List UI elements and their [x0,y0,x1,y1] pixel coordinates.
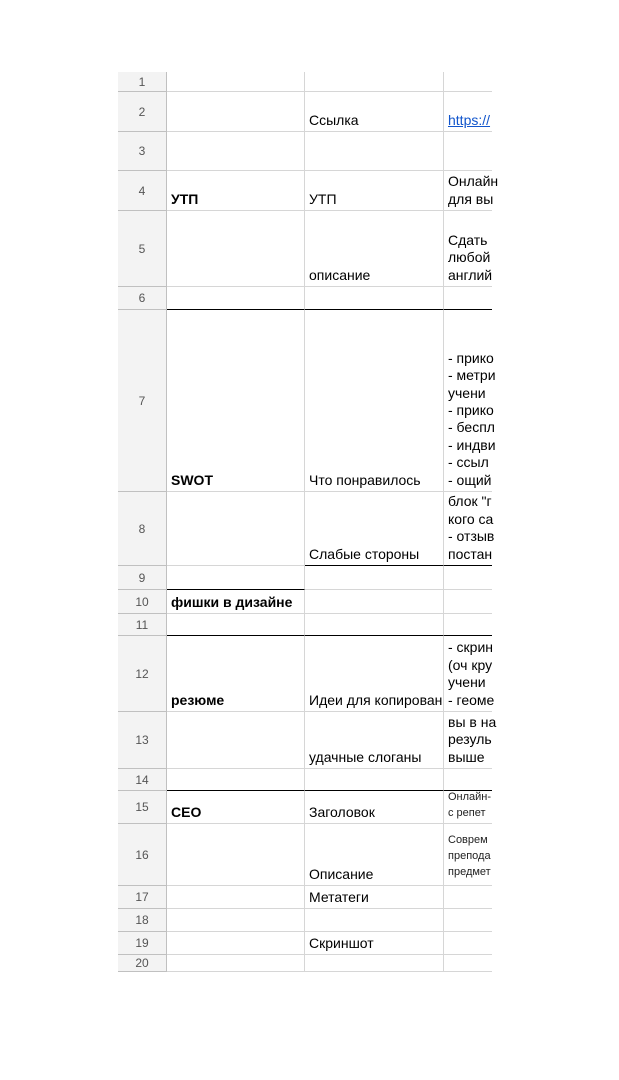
row-header[interactable]: 8 [118,492,167,566]
sheet-row [118,932,492,955]
cell-line: Сдать [448,231,488,248]
cell-b[interactable] [305,769,444,791]
section-label: резюме [171,692,225,708]
cell-b[interactable] [305,72,444,92]
cell-line: учени [448,384,486,401]
row-header[interactable]: 11 [118,614,167,636]
cell-a[interactable] [167,211,305,287]
cell-text: Метатеги [309,889,369,905]
cell-line: постан [448,545,493,562]
cell-a[interactable] [167,92,305,132]
row-header[interactable]: 9 [118,566,167,590]
cell-b[interactable] [305,132,444,171]
section-label: УТП [171,191,199,207]
cell-text: Скриншот [309,935,374,951]
cell-text: Идеи для копирован [309,692,443,708]
url-link[interactable]: https:// [448,112,491,128]
sheet-row [118,92,492,132]
cell-b[interactable] [305,310,444,492]
cell-a[interactable] [167,712,305,769]
cell-c[interactable] [444,955,492,972]
cell-a[interactable] [167,310,305,492]
cell-text: Ссылка [309,112,359,128]
cell-c[interactable] [444,769,492,791]
sheet-row [118,566,492,590]
cell-line: учени [448,674,486,691]
sheet-row [118,614,492,636]
cell-a[interactable] [167,171,305,211]
cell-line: - метри [448,367,496,384]
cell-a[interactable] [167,614,305,636]
cell-line: - прико [448,349,494,366]
cell-c[interactable] [444,909,492,932]
sheet-row [118,132,492,171]
cell-line: - беспл [448,419,495,436]
cell-c[interactable] [444,566,492,590]
cell-lines [448,713,497,766]
sheet-row [118,909,492,932]
row-header[interactable]: 16 [118,824,167,886]
cell-a[interactable] [167,791,305,824]
cell-b[interactable] [305,590,444,614]
cell-c[interactable] [444,72,492,92]
cell-c[interactable] [444,171,499,211]
cell-c[interactable] [444,132,492,171]
cell-line: препода [448,850,491,862]
cell-a[interactable] [167,590,305,614]
cell-line: Соврем [448,834,488,846]
sheet-row [118,211,492,287]
sheet-row [118,886,492,909]
cell-b[interactable] [305,909,444,932]
cell-b[interactable] [305,955,444,972]
row-header[interactable]: 2 [118,92,167,132]
row-header[interactable]: 18 [118,909,167,932]
cell-lines [448,231,493,284]
cell-lines [448,173,499,208]
cell-lines [448,349,496,489]
sheet-row [118,171,499,211]
section-label: SWOT [171,472,213,488]
cell-line: блок "г [448,493,492,510]
cell-b[interactable] [305,211,444,287]
cell-c[interactable] [444,824,492,886]
cell-b[interactable] [305,791,444,824]
cell-line: Онлайн [448,173,499,190]
cell-line: предмет [448,866,491,878]
row-header[interactable]: 13 [118,712,167,769]
cell-a[interactable] [167,287,305,310]
cell-line: любой [448,249,491,266]
cell-text: удачные слоганы [309,749,422,765]
cell-line: - индви [448,436,496,453]
cell-a[interactable] [167,909,305,932]
cell-b[interactable] [305,636,444,712]
row-header[interactable]: 20 [118,955,167,972]
cell-a[interactable] [167,636,305,712]
row-header[interactable]: 4 [118,171,167,211]
cell-line: - отзыв [448,528,495,545]
cell-c[interactable] [444,492,495,566]
cell-line: для вы [448,190,494,207]
sheet-row [118,955,492,972]
cell-a[interactable] [167,886,305,909]
row-header[interactable]: 15 [118,791,167,824]
cell-c[interactable] [444,590,492,614]
row-header[interactable]: 19 [118,932,167,955]
row-header[interactable]: 1 [118,72,167,92]
cell-c[interactable] [444,310,496,492]
cell-line: - геоме [448,691,495,708]
sheet-row [118,769,492,791]
cell-b[interactable] [305,566,444,590]
cell-a[interactable] [167,824,305,886]
sheet-row [118,590,492,614]
cell-b[interactable] [305,287,444,310]
cell-c[interactable] [444,92,492,132]
cell-lines [448,493,495,563]
cell-a[interactable] [167,72,305,92]
row-header[interactable]: 12 [118,636,167,712]
row-header[interactable]: 10 [118,590,167,614]
cell-b[interactable] [305,92,444,132]
cell-b[interactable] [305,171,444,211]
cell-line: англий [448,266,493,283]
cell-lines [448,639,495,709]
cell-b[interactable] [305,492,444,566]
cell-text: Что понравилось [309,472,421,488]
cell-b[interactable] [305,824,444,886]
cell-a[interactable] [167,955,305,972]
cell-lines [448,832,492,880]
cell-b[interactable] [305,614,444,636]
cell-text: УТП [309,191,337,207]
cell-b[interactable] [305,932,444,955]
cell-c[interactable] [444,287,492,310]
sheet-row [118,310,496,492]
sheet-row [118,492,495,566]
cell-line: выше [448,748,485,765]
sheet-row [118,72,492,92]
cell-line: резуль [448,731,492,748]
cell-c[interactable] [444,791,492,824]
sheet-row [118,712,497,769]
sheet-row [118,791,492,824]
sheet-row [118,287,492,310]
cell-a[interactable] [167,492,305,566]
cell-c[interactable] [444,712,497,769]
cell-c[interactable] [444,211,492,287]
row-header[interactable]: 5 [118,211,167,287]
cell-c[interactable] [444,886,492,909]
row-header[interactable]: 6 [118,287,167,310]
row-header[interactable]: 7 [118,310,167,492]
cell-c[interactable] [444,932,492,955]
cell-line: - ощий [448,471,492,488]
cell-a[interactable] [167,932,305,955]
cell-line: - скрин [448,639,494,656]
sheet-row [118,824,492,886]
cell-text: Слабые стороны [309,546,420,562]
row-header[interactable]: 14 [118,769,167,791]
section-label: фишки в дизайне [171,594,293,610]
cell-a[interactable] [167,132,305,171]
cell-a[interactable] [167,769,305,791]
cell-line: Онлайн- [448,791,492,803]
cell-line: вы в на [448,713,497,730]
cell-text: описание [309,267,371,283]
cell-c[interactable] [444,636,495,712]
cell-line: (оч кру [448,656,493,673]
sheet-row [118,636,495,712]
cell-line: с репет [448,807,486,819]
cell-b[interactable] [305,886,444,909]
cell-line: - прико [448,401,494,418]
row-header[interactable]: 3 [118,132,167,171]
cell-c[interactable] [444,614,492,636]
cell-a[interactable] [167,566,305,590]
cell-b[interactable] [305,712,444,769]
spreadsheet-grid [118,72,499,972]
row-header[interactable]: 17 [118,886,167,909]
section-label: CEO [171,804,202,820]
cell-line: кого са [448,510,494,527]
cell-text: Описание [309,866,374,882]
cell-lines [448,789,490,821]
cell-text: Заголовок [309,804,375,820]
cell-line: - ссыл [448,454,489,471]
